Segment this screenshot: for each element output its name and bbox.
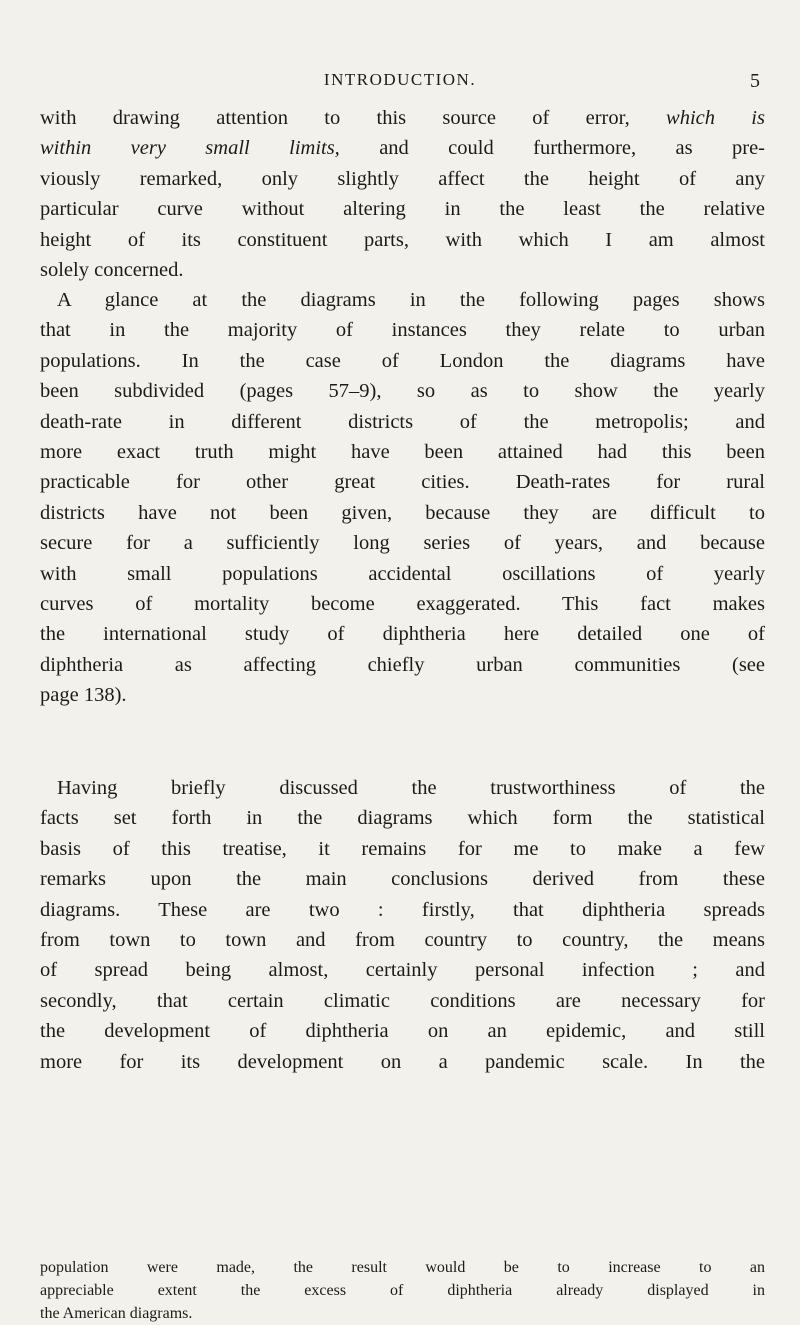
footnote-line: population were made, the result would be to increase to an	[40, 1259, 765, 1276]
footnote-line: the American diagrams.	[40, 1305, 193, 1322]
text-line: facts set forth in the diagrams which form the statistical	[40, 807, 765, 830]
text-line: secure for a sufficiently long series of years, and because	[40, 532, 765, 555]
page-header	[40, 66, 760, 96]
text-line: particular curve without altering in the least the relative	[40, 198, 765, 221]
page-number: 5	[750, 70, 760, 92]
text-line: the development of diphtheria on an epidemic, and still	[40, 1020, 765, 1043]
text-line: more for its development on a pandemic scale. In the	[40, 1050, 765, 1073]
footnote-line: appreciable extent the excess of diphtheria already displayed in	[40, 1282, 765, 1299]
text-line: height of its constituent parts, with which I am almost	[40, 228, 765, 251]
text-line: that in the majority of instances they relate to urban	[40, 319, 765, 342]
text-line: diphtheria as affecting chiefly urban communities (see	[40, 653, 765, 676]
paragraph-conclusions	[40, 773, 765, 1077]
text-line: page 138).	[40, 684, 127, 707]
text-line: curves of mortality become exaggerated. This fact makes	[40, 592, 765, 615]
text-line: basis of this treatise, it remains for me to make a few	[40, 837, 765, 860]
text-line: practicable for other great cities. Death-rates for rural	[40, 471, 765, 494]
text-line: viously remarked, only slightly affect the height of any	[40, 167, 765, 190]
text-line: populations. In the case of London the diagrams have	[40, 349, 765, 372]
text-line: been subdivided (pages 57–9), so as to show the yearly	[40, 380, 765, 403]
text-line: A glance at the diagrams in the following pages shows	[57, 289, 765, 311]
text-line: of spread being almost, certainly personal infection ; and	[40, 959, 765, 982]
text-line: diagrams. These are two : firstly, that diphtheria spreads	[40, 898, 765, 921]
text-line: death-rate in different districts of the metropolis; and	[40, 410, 765, 433]
footnote	[40, 1256, 765, 1325]
paragraph-urban-populations	[40, 285, 765, 710]
text-line: within very small limits, and could furthermore, as pre-	[40, 137, 765, 160]
text-line: with small populations accidental oscillations of yearly	[40, 562, 765, 585]
text-line: secondly, that certain climatic conditions are necessary for	[40, 989, 765, 1012]
paragraph-continuation	[40, 103, 765, 285]
text-line: more exact truth might have been attained had this been	[40, 440, 765, 463]
text-line: the international study of diphtheria here detailed one of	[40, 623, 765, 646]
running-head: INTRODUCTION.	[323, 70, 477, 89]
text-line: districts have not been given, because they are difficult to	[40, 501, 765, 524]
text-line: remarks upon the main conclusions derived from these	[40, 868, 765, 891]
text-line: solely concerned.	[40, 258, 184, 281]
text-line: with drawing attention to this source of error, which is	[40, 107, 765, 129]
text-line: from town to town and from country to country, the means	[40, 928, 765, 951]
text-line: Having briefly discussed the trustworthiness of the	[57, 777, 765, 799]
